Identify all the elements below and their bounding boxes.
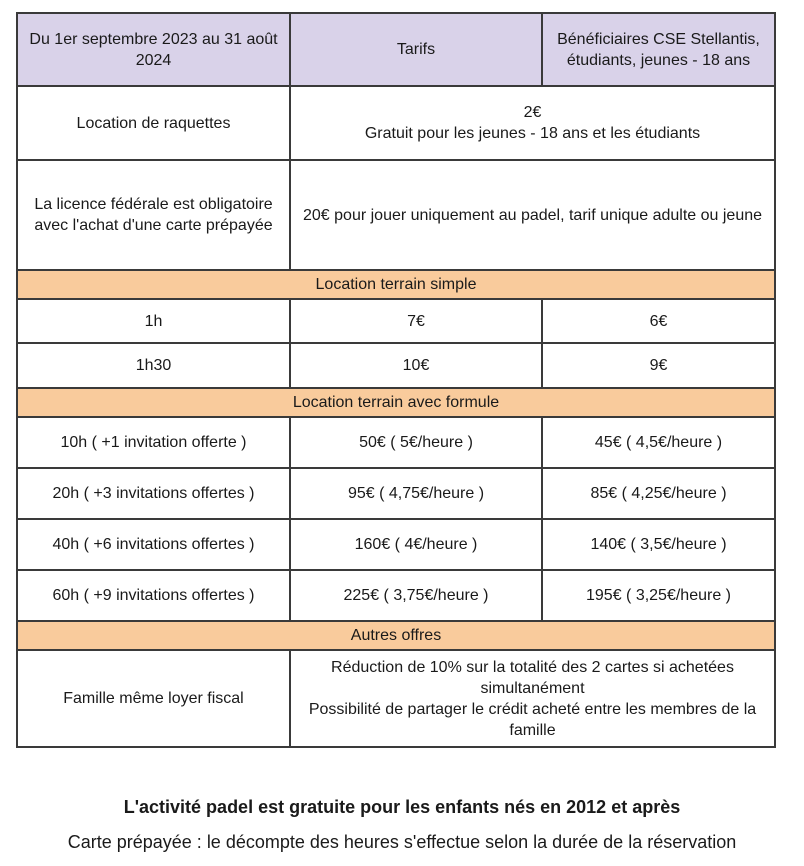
beneficiaire-cell: 140€ ( 3,5€/heure ) [542, 519, 775, 570]
raquettes-price: 2€ [523, 104, 542, 121]
header-tarifs: Tarifs [290, 13, 542, 86]
raquettes-value [290, 86, 775, 160]
duration-cell: 20h ( +3 invitations offertes ) [17, 468, 290, 519]
raquettes-row [17, 86, 775, 160]
raquettes-label: Location de raquettes [17, 86, 290, 160]
table-row [17, 417, 775, 468]
header-beneficiaires: Bénéficiaires CSE Stellantis, étudiants, jeunes - 18 ans [542, 13, 775, 86]
tarif-cell: 225€ ( 3,75€/heure ) [290, 570, 542, 621]
duration-cell: 40h ( +6 invitations offertes ) [17, 519, 290, 570]
table-row [17, 299, 775, 343]
section-autres-row [17, 621, 775, 650]
beneficiaire-cell: 45€ ( 4,5€/heure ) [542, 417, 775, 468]
duration-cell: 60h ( +9 invitations offertes ) [17, 570, 290, 621]
tarif-cell: 95€ ( 4,75€/heure ) [290, 468, 542, 519]
footer-note-prepaid [0, 832, 804, 853]
header-period: Du 1er septembre 2023 au 31 août 2024 [17, 13, 290, 86]
beneficiaire-cell: 9€ [542, 343, 775, 388]
section-autres: Autres offres [17, 621, 775, 650]
tarif-cell: 10€ [290, 343, 542, 388]
table-row [17, 570, 775, 621]
beneficiaire-cell: 195€ ( 3,25€/heure ) [542, 570, 775, 621]
section-simple: Location terrain simple [17, 270, 775, 299]
tarif-cell: 50€ ( 5€/heure ) [290, 417, 542, 468]
duration-cell: 10h ( +1 invitation offerte ) [17, 417, 290, 468]
header-row [17, 13, 775, 86]
footer-line-1: L'activité padel est gratuite pour les enfants nés en 2012 et après [123, 797, 681, 817]
licence-value: 20€ pour jouer uniquement au padel, tarif unique adulte ou jeune [290, 160, 775, 270]
footer-note-free-children [0, 797, 804, 818]
tarif-cell: 7€ [290, 299, 542, 343]
table-row [17, 468, 775, 519]
famille-offer-partage: Possibilité de partager le crédit acheté entre les membres de la famille [308, 700, 757, 739]
table-row [17, 519, 775, 570]
tarif-cell: 160€ ( 4€/heure ) [290, 519, 542, 570]
footer-line-2: Carte prépayée : le décompte des heures s'effectue selon la durée de la réservation [67, 832, 737, 852]
beneficiaire-cell: 85€ ( 4,25€/heure ) [542, 468, 775, 519]
section-simple-row [17, 270, 775, 299]
section-formule-row [17, 388, 775, 417]
famille-value [290, 650, 775, 747]
beneficiaire-cell: 6€ [542, 299, 775, 343]
pricing-table [16, 12, 776, 748]
famille-label: Famille même loyer fiscal [17, 650, 290, 747]
table-row [17, 343, 775, 388]
section-formule: Location terrain avec formule [17, 388, 775, 417]
famille-offer-reduction: Réduction de 10% sur la totalité des 2 cartes si achetées simultanément [331, 658, 734, 697]
duration-cell: 1h [17, 299, 290, 343]
raquettes-note: Gratuit pour les jeunes - 18 ans et les étudiants [364, 125, 701, 142]
famille-row [17, 650, 775, 747]
licence-row [17, 160, 775, 270]
duration-cell: 1h30 [17, 343, 290, 388]
licence-label: La licence fédérale est obligatoire avec l'achat d'une carte prépayée [17, 160, 290, 270]
